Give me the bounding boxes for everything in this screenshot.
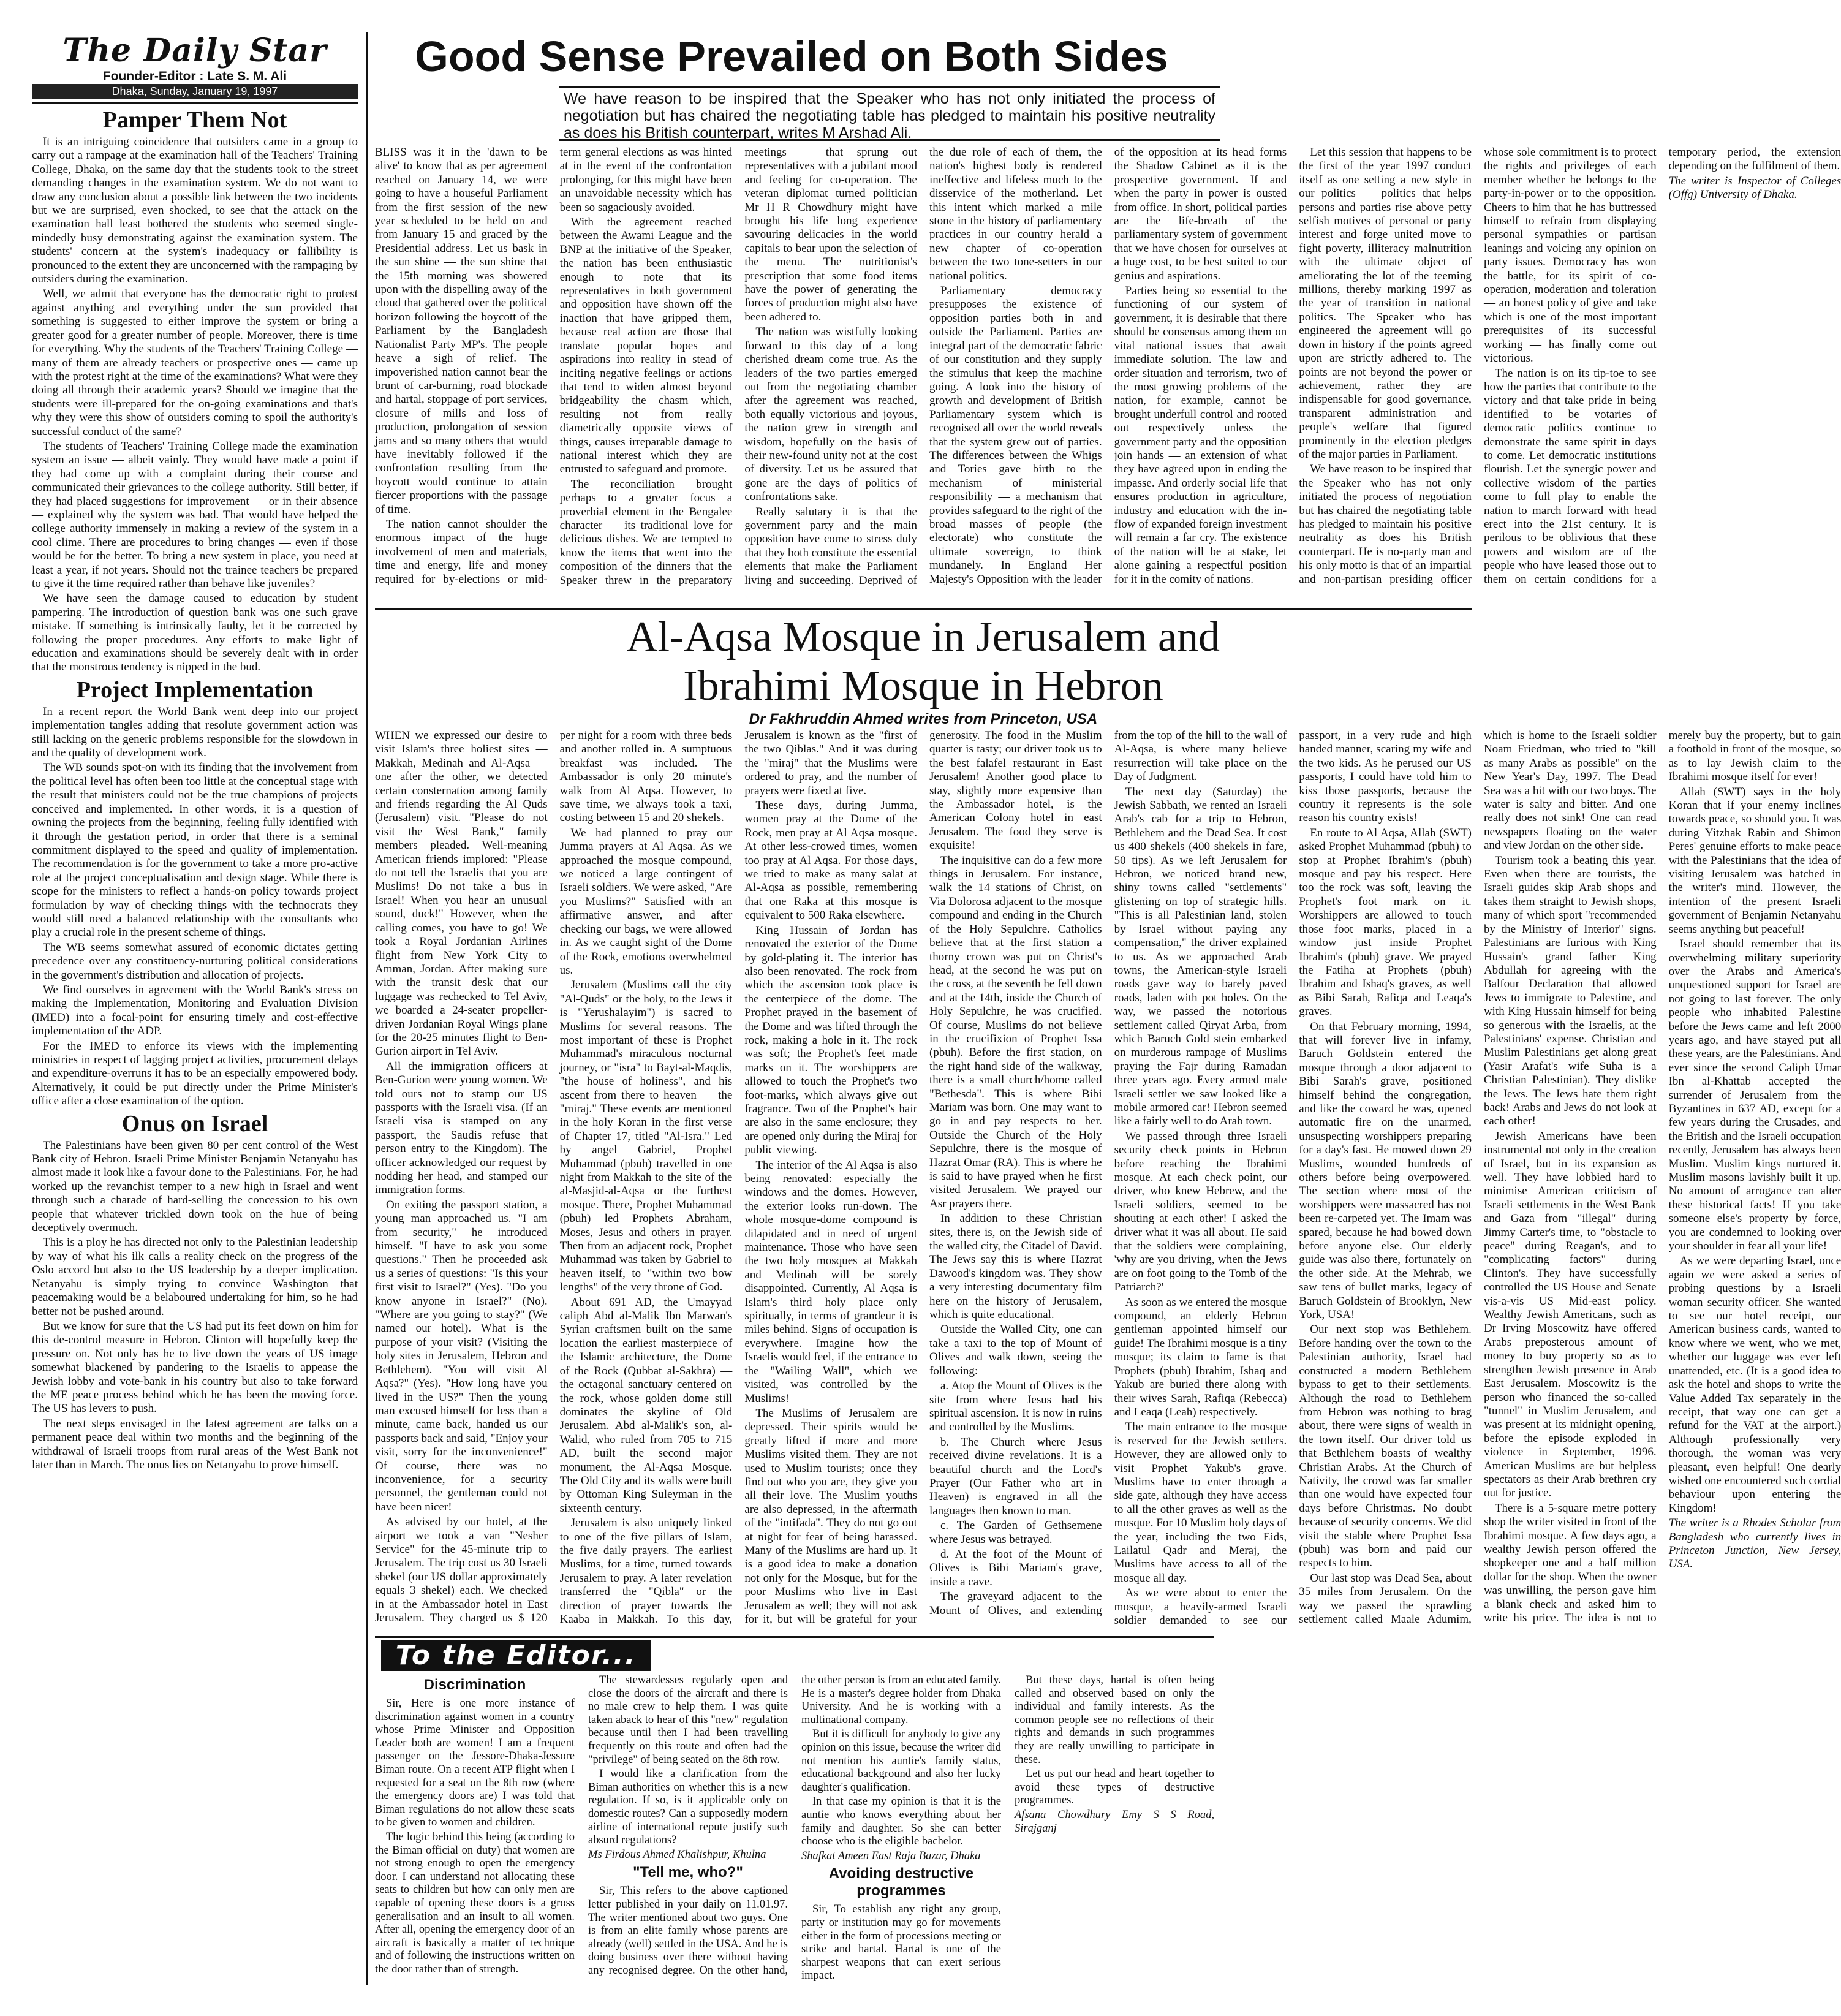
aqsa-paragraph: Tourism took a beating this year. Even when there are tourists, the Israeli guides skip Arab shops and takes them straight to Jewish shops, many of which sport "recommended by the Ministry of Interior" signs. Palestinians are furious with King Hussain's grand father King Abdullah for agreeing with the Balfour Declaration that allowed Jews to immigrate to Palestine, and with King Hussain himself for being so generous with the Israelis, at the Palestinians' expense. Christian and Muslim Palestinians get along great (Yasir Arafat's wife Suha is a Christian Palestinian). They dislike the Jews. The Jews hate them right back! Arabs and Jews do not look at each other! — [1483, 854, 1657, 1128]
aqsa-paragraph: a. Atop the Mount of Olives is the site from where Jesus had his spiritual ascension. It is now in ruins and controlled by the Muslims. — [929, 1379, 1102, 1434]
letter-paragraph: Sir, This refers to the above captioned letter published in your daily on 11.01.97. The writer mentioned about two guys. One is from an elite family whose parents are already (well) settled in the USA. And he is doing business over there without having any recognised degree. On the other hand, the other person is from an educated family. He is a master's degree holder from Dhaka University. And he is working with a multinational company. — [588, 1674, 1001, 1977]
editorial-column — [32, 32, 358, 1985]
editorial-paragraph: We find ourselves in agreement with the World Bank's stress on making the Implementation, Monitoring and Evaluation Division (IMED) into a focal-point for ensuring timely and cost-effective implementation of the ADP. — [32, 983, 358, 1038]
aqsa-paragraph: These days, during Jumma, women pray at the Dome of the Rock, men pray at Al Aqsa mosque. At other less-crowed times, women too pray at Al Aqsa. For those days, we tried to make as many salat at Al-Aqsa as possible, remembering that one Raka at this mosque is equivalent to 500 Raka elsewhere. — [744, 799, 917, 922]
editorial-paragraph: But we know for sure that the US had put its feet down on him for this de-control measure in Hebron. Clinton will hopefully keep the pressure on. Not only has he to live down the years of US image somewhat blackened by pandering to the Israelis to appease the Jewish lobby and vote-bank in his country but also to take forward the ME peace process behind which he has been the moving force. The US has levers to push. — [32, 1319, 358, 1415]
letters-section — [375, 1640, 1214, 1985]
aqsa-headline-1: Al-Aqsa Mosque in Jerusalem and — [626, 613, 1220, 661]
letter-signature: Shafkat Ameen East Raja Bazar, Dhaka — [801, 1849, 981, 1862]
aqsa-paragraph: d. At the foot of the Mount of Olives is Bibi Mariam's grave, inside a cave. — [929, 1547, 1102, 1588]
aqsa-paragraph: Jerusalem is also uniquely linked to one of the five pillars of Islam, the five daily prayers. The earliest Muslims, for a time, turned towards Jerusalem to pray. A later revelation transferred the "Qibla" or the direction of prayer towards the Kaaba in Makkah. To this day, Jerusalem is known as the "first of the two Qiblas." And it was during the "miraj" that the Muslims were ordered to pray, and the number of prayers were fixed at five. — [559, 729, 917, 1626]
speaker-paragraph: The nation cannot shoulder the enormous impact of the huge involvement of men and materials, time and energy, life and money required for by-elections or mid-term general elections as was hinted at in the event of the confrontation prolonging, for this might have been an unavoidable necessity which has been so sagaciously avoided. — [375, 146, 733, 586]
editorial-paragraph: The WB sounds spot-on with its finding that the involvement from the political level has often been too little at the conceptual stage with the result that ministers could not be the true champions of projects conceived and implemented. In other words, it is a question of owning the projects from the beginning, feeling fully identified with it through the gestation period, in order that there is a seminal commitment displayed to the speed and quality of implementation. The recommendation is for the government to take a more pro-active role at the project conceptualisation and design stage. While there is scope for the ministers to reflect a hands-on policy towards project formulation by way of checking things with the technocrats they would still need a balanced relationship with the consultants who play a crucial role in the present scheme of things. — [32, 761, 358, 939]
aqsa-paragraph: As we were departing Israel, once again we were asked a series of probing questions by a Israeli woman security officer. She wanted to see our hotel receipt, our American business cards, wanted to know where we went, who we met, whether our luggage was ever left unattended, etc. (It is a good idea to ask the hotel and shops to write the Value Added Tax separately in the receipt, that way one can get a refund for the VAT at the airport.) Although professionally very thorough, the woman was very pleasant, even helpful! One dearly wished one encountered such cordial behaviour upon entering the Kingdom! — [1668, 1254, 1841, 1515]
letter-paragraph: The logic behind this being (according to the Biman official on duty) that women are not strong enough to open the emergency door. I can understand not allocating these seats to children but how can only men are capable of opening these doors is a gross generalisation and an insult to all women. After all, opening the emergency door of an aircraft is basically a matter of technique and of following the instructions written on the door rather than of strength. — [375, 1830, 575, 1976]
column-divider — [366, 32, 368, 1985]
aqsa-paragraph: Outside the Walled City, one can take a taxi to the top of Mount of Olives and walk down, seeing the following: — [929, 1323, 1102, 1377]
aqsa-paragraph: There is a 5-square metre pottery shop the writer visited in front of the Ibrahimi mosque. A few days ago, a wealthy Jewish person offered the shopkeeper one and a half million dollar for the shop. When the owner was unwilling, the person gave him a blank check and asked him to write his price. The idea is not to merely buy the property, but to gain a foothold in front of the mosque, so as to lay Jewish claim to the Ibrahimi mosque itself for ever! — [1483, 729, 1841, 1624]
aqsa-paragraph: Our next stop was Bethlehem. Before handing over the town to the Palestinian authority, Israel had constructed a modern Bethlehem bypass to get to their settlements. Although the road to Bethlehem from Hebron was nothing to brag about, there were signs of wealth in the town itself. Our driver told us that Bethlehem boasts of wealthy Christian Arabs. At the Church of Nativity, the crowd was far smaller than one would have expected four days before Christmas. No doubt because of security concerns. We did visit the stable where Prophet Issa (pbuh) was born and paid our respects to him. — [1299, 1323, 1472, 1570]
aqsa-paragraph: All the immigration officers at Ben-Gurion were young women. We told ours not to stamp our US passports with the Israeli visa. (If an Israeli visa is stamped on any passport, the Saudis refuse that person entry to the Kingdom). The officer acknowledged our request by nodding her head, and stamped our immigration forms. — [375, 1059, 548, 1197]
aqsa-heading-block — [375, 613, 1472, 726]
speaker-paragraph: The nation was wistfully looking forward to this day of a long cherished dream come true. As the leaders of the two parties emerged out from the negotiating chamber after the agreement was reached, both equally victorious and joyous, the nation grew in strength and wisdom, hopefully on the basis of their new-found unity not at the cost of diversity. Let us be assured that gone are the days of politics of confrontations sake. — [744, 325, 917, 504]
section-divider-2 — [375, 1636, 1214, 1638]
editorial-paragraph: The students of Teachers' Training College made the examination system an issue — albeit vainly. They would have made a point if they had come up with a complaint during their course and communicated their grievances to the college authority. Still better, if they had placed suggestions for improvement — or in their absence — explained why the system was bad. That would have helped the college authority immensely in making a review of the system in a cool clime. There are procedures to bring changes — even if those would be for the better. To bring a new system in place, you need at least a year, if not years. Should not the trainee teachers be prepared to give it the time required rather than behave like juveniles? — [32, 439, 358, 590]
aqsa-paragraph: In addition to these Christian sites, there is, on the Jewish side of the walled city, the Citadel of David. The Jews say this is where Hazrat Dawood's kingdom was. They show a very interesting documentary film here on the history of Jerusalem, which is quite educational. — [929, 1212, 1102, 1322]
editorial-paragraph: For the IMED to enforce its views with the implementing ministries in respect of lagging project activities, procurement delays and expenditure-overruns it has to be an especially empowered body. Alternatively, it could be put directly under the Prime Minister's office after a close examination of the option. — [32, 1039, 358, 1108]
editorials-container — [32, 107, 358, 1472]
aqsa-paragraph: King Hussain of Jordan has renovated the exterior of the Dome by gold-plating it. The interior has also been renovated. The rock from which the ascension took place is the centerpiece of the dome. The Prophet prayed in the basement of the Dome and was lifted through the rock, making a hole in it. The rock was soft; the Prophet's feet made marks on it. The worshippers are allowed to touch the Prophet's two foot-marks, which always give out fragrance. Two of the Prophet's hair are also in the same enclosure; they are opened only during the Miraj for public viewing. — [744, 923, 917, 1157]
letter-paragraph: Sir, To establish any right any group, party or institution may go for movements either in the form of processions meeting or strike and hartal. Hartal is one of the sharpest weapons that can exert serious impact. — [801, 1903, 1001, 1982]
speaker-paragraph: Parties being so essential to the functioning of our system of government, it is desirable that there should be consensus among them on vital national issues that await immediate solution. The law and order situation and terrorism, two of the most growing problems of the nation, for example, cannot be brought underfull control and rooted out respectively unless the government party and the opposition join hands — an extension of what they have agreed upon in ending the impasse. And orderly social life that ensures production in agriculture, industry and education with the in-flow of expanded foreign investment will remain a far cry. The existence of the nation will be at stake, let alone gaining a respectful position for it in the comity of nations. — [1114, 284, 1287, 586]
aqsa-paragraph: Jerusalem (Muslims call the city "Al-Quds" or the holy, to the Jews it is "Yerushalayim") is sacred to Muslims for several reasons. The most important of these is Prophet Muhammad's miraculous nocturnal journey, or "isra" to Bayt-al-Maqdis, "the house of holiness", and his ascent from there to heaven — the "miraj." These events are mentioned in the holy Koran in the first verse of Chapter 17, titled "Al-Isra." Led by angel Gabriel, Prophet Muhammad (pbuh) travelled in one night from Makkah to the site of the al-Masjid-al-Aqsa or the furthest mosque. There, Prophet Muhammad (pbuh) led Prophets Abraham, Moses, Jesus and others in prayer. Then from an adjacent rock, Prophet Muhammad was taken by Gabriel to heaven itself, to "within two bow lengths" of the very throne of God. — [559, 979, 733, 1294]
aqsa-paragraph: The main entrance to the mosque is reserved for the Jewish settlers. However, they are allowed only to visit Prophet Yakub's grave. Muslims have to enter through a side gate, although they have access to all the other graves as well as the mosque. For 10 Muslim holy days of the year, including the two Eids, Lailatul Qadr and Meraj, the Muslims have access to all of the mosque all day. — [1114, 1420, 1287, 1585]
letter-title: Discrimination — [423, 1677, 526, 1693]
editorial-paragraph: Well, we admit that everyone has the democratic right to protest against anything and everything under the sun provided that something is suggested to either improve the system or bring a greater good for a greater number of people. Moreover, there is time for everything. Why the students of the Teachers' Training College — many of them are already teachers or prospective ones — came up with the protest right at the time of the examinations? What were they doing all through their academic years? Should we imagine that the students were ill-prepared for the on-going examinations and that's why they were this show of outsiders coming to spoil the authority's successful conduct of the same? — [32, 287, 358, 438]
letters-body — [375, 1674, 1214, 1984]
letter-paragraph: But it is difficult for anybody to give any opinion on this issue, because the writer did not mention his auntie's family status, educational background and also her lucky daughter's qualification. — [801, 1728, 1001, 1794]
speaker-paragraph: With the agreement reached between the Awami League and the BNP at the initiative of the Speaker, the nation has been enthusiastic enough to note that its representatives in both government and opposition have shown off the inaction that have gripped them, because real action are those that translate popular hopes and aspirations into reality in stead of inciting negative feelings or actions that tend to widen almost beyond bridgeability the chasm which, resulting not from really diametrically opposite views of things, causes irreparable damage to national interest which they are entrusted to safeguard and promote. — [559, 216, 733, 476]
letter-paragraph: In that case my opinion is that it is the auntie who knows everything about her family and daughter. So she can better choose who is the eligible bachelor. — [801, 1795, 1001, 1848]
editorial-paragraph: This is a ploy he has directed not only to the Palestinian leadership by way of what his ilk calls a reality check on the progress of the Oslo accord but also to the US leadership by a deeper implication. Netanyahu is simply trying to convince Washington that peacemaking would be a belaboured undertaking for him, so he had better not be pushed around. — [32, 1236, 358, 1318]
aqsa-paragraph: As we were about to enter the mosque, a heavily-armed Israeli soldier demanded to see our passport, in a very rude and high handed manner, scaring my wife and the two kids. As he perused our US passports, I could have told him to kiss those passports, because the country it represents is the sole reason his country exists! — [1114, 729, 1472, 1627]
editorial-paragraph: The WB seems somewhat assured of economic dictates getting precedence over any constituency-nurturing political considerations in the government's distribution and allocation of projects. — [32, 941, 358, 982]
editorial-paragraph: The next steps envisaged in the latest agreement are talks on a permanent peace deal within two months and the beginning of the withdrawal of Israeli troops from rural areas of the West Bank not later than in March. The onus lies on Netanyahu to prove himself. — [32, 1417, 358, 1471]
letter-signature: Ms Firdous Ahmed Khalishpur, Khulna — [588, 1848, 766, 1861]
aqsa-body — [375, 729, 1841, 1630]
aqsa-paragraph: The interior of the Al Aqsa is also being renovated: especially the windows and the domes. However, the exterior looks run-down. The whole mosque-dome compound is dilapidated and in need of urgent maintenance. Those who have seen the two holy mosques at Makkah and Medinah will be sorely disappointed. Currently, Al Aqsa is Islam's third holy place only spiritually, in terms of grandeur it is miles behind. Signs of occupation is everywhere. Imagine how the Israelis would feel, if the entrance to the "Wailing Wall", which we visited, was controlled by the Muslims! — [744, 1158, 917, 1405]
speaker-article — [375, 32, 1841, 602]
aqsa-paragraph: About 691 AD, the Umayyad caliph Abd al-Malik Ibn Marwan's Syrian craftsmen built on the same location the earliest masterpiece of the Islamic architecture, the Dome of the Rock (Qubbat al-Sakhra) — the octagonal sanctuary centered on the rock, whose golden dome still dominates the skyline of Old Jerusalem. Abd al-Malik's son, al-Walid, who ruled from 705 to 715 AD, built the second major monument, the Al-Aqsa Mosque. The Old City and its walls were built by Ottoman King Suleyman in the sixteenth century. — [559, 1295, 733, 1515]
aqsa-headline-2: Ibrahimi Mosque in Hebron — [683, 662, 1163, 710]
speaker-paragraph: The reconciliation brought perhaps to a greater focus a proverbial element in the Bengalee character — its traditional love for delicious dishes. We are tempted to know the items that went into the composition of the dinners that the Speaker threw in the preparatory meetings — that sprung out representatives with a jubilant mood and feeling for co-operation. The veteran diplomat turned politician Mr H R Chowdhury might have brought his life long experience savouring delicacies in the world capitals to bear upon the selection of the menu. The nutritionist's prescription that some food items have the power of generating the forces of production might also have been adhered to. — [559, 146, 917, 587]
speaker-paragraph: Really salutary it is that the government party and the main opposition have come to stress duly that they both constitute the essential elements that make the Parliament living and succeeding. Deprived of the due role of each of them, the nation's highest body is rendered ineffective and lifeless much to the disservice of the motherland. Let this intent which marked a mile stone in the history of parliamentary practices in our country herald a new chapter of co-operation between the two tone-setters in our national politics. — [744, 146, 1102, 587]
speaker-headline: Good Sense Prevailed on Both Sides — [415, 32, 1168, 80]
letter-paragraph: Sir, Here is one more instance of discrimination against women in a country whose Prime Minister and Opposition Leader both are women! I am a frequent passenger on the Jessore-Dhaka-Jessore Biman route. On a recent ATP flight when I requested for a seat on the 8th row (where the emergency doors are) I was told that Biman regulations do not allow these seats to be given to women and children. — [375, 1697, 575, 1829]
aqsa-paragraph: The next day (Saturday) the Jewish Sabbath, we rented an Israeli Arab's cab for a trip to Hebron, Bethlehem and the Dead Sea. It cost us 400 shekels (400 shekels in fare, 50 tips). As we left Jerusalem for Hebron, we noticed brand new, shiny towns called "settlements" glistening on top of strategic hills. "This is all Palestinian land, stolen by Israel without paying any compensation," the driver explained to us. As we approached Arab towns, the American-style Israeli roads gave way to barely paved roads, laden with pot holes. On the way, we passed the notorious settlement called Qiryat Arba, from which Baruch Gold stein embarked on murderous rampage of Muslims praying the Fajr during Ramadan three years ago. Every armed male Israeli settler we saw looked like a mobile armored car! Hebron seemed like a fairly well to do Arab town. — [1114, 785, 1287, 1128]
aqsa-paragraph: The inquisitive can do a few more things in Jerusalem. For instance, walk the 14 stations of Christ, on Via Dolorosa adjacent to the mosque compound and ending in the Church of the Holy Sepulchre. Catholics believe that at the first station a thorny crown was put on Christ's head, at the second he was put on the cross, at the seventh he fell down and at the 14th, inside the Church of Holy Sepulchre, he was crucified. Of course, Muslims do not believe in the crucifixion of Prophet Issa (pbuh). Before the first station, on the right hand side of the walkway, there is a small church/home called "Bethesda". This is where Bibi Mariam was born. One may want to go in and pay respects to her. Outside the Church of the Holy Sepulchre, there is the mosque of Hazrat Omar (RA). This is where he is said to have prayed when he first visited Jerusalem. We prayed our Asr prayers there. — [929, 854, 1102, 1210]
aqsa-paragraph: c. The Garden of Gethsemene where Jesus was betrayed. — [929, 1519, 1102, 1546]
letter-title: Avoiding destructive programmes — [828, 1865, 974, 1900]
aqsa-paragraph: As advised by our hotel, at the airport we took a van "Nesher Service" for the 45-minute trip to Jerusalem. The trip cost us 30 Israeli shekel (our US dollar approximately equals 3 shekel) each. We checked in at the Ambassador hotel in East Jerusalem. They charged us $ 120 per night for a room with three beds and another rolled in. A sumptuous breakfast was included. The Ambassador is only 20 minute's walk from Al Aqsa. However, to save time, we always took a taxi, costing between 15 and 20 shekels. — [375, 729, 733, 1624]
editorial-paragraph: We have seen the damage caused to education by student pampering. The introduction of question bank was one such grave mistake. If something is intrinsically faulty, let it be corrected by following the proper procedures. Any efforts to make light of education and examinations should be severely dealt with in order that the monstrous tendency is nipped in the bud. — [32, 592, 358, 674]
aqsa-paragraph: Israel should remember that its overwhelming military superiority over the Arabs and America's unquestioned support for Israel are not going to last forever. The only people who inhabited Palestine before the Jews came and left 2000 years ago, and have stayed put all these years, are the Palestinians. And ever since the second Caliph Umar Ibn al-Khattab accepted the surrender of Jerusalem from the Byzantines in 637 AD, except for a few years during the Crusades, and the British and the Israeli occupation recently, Jerusalem has always been Muslim. Muslim kings nurtured it. Muslim masons lavishly built it up. No amount of arrogance can alter these historical facts! If you take someone else's property by force, you are condemned to looking over your shoulder in fear all your life! — [1668, 938, 1841, 1253]
aqsa-paragraph: The graveyard adjacent to the Mount of Olives, and extending from the top of the hill to the wall of Al-Aqsa, is where many believe resurrection will take place on the Day of Judgment. — [929, 729, 1287, 1617]
dateline: Dhaka, Sunday, January 19, 1997 — [32, 84, 358, 99]
aqsa-paragraph: We had planned to pray our Jumma prayers at Al Aqsa. As we approached the mosque compound, we noticed a large contingent of Israeli soldiers. We were asked, "Are you Muslims?" Satisfied with an affirmative answer, and after checking our bags, we were allowed in. As we caught sight of the Dome of the Rock, emotions overwhelmed us. — [559, 826, 733, 977]
aqsa-paragraph: Our last stop was Dead Sea, about 35 miles from Jerusalem. On the way we passed the sprawling settlement called Maale Adumim, which is home to the Israeli soldier Noam Friedman, who tried to "kill as many Arabs as possible" on the New Year's Day, 1997. The Dead Sea was a hit with our two boys. The water is salty and bitter. And one really does not sink! One can read newspapers floating on the water and view Jordan on the other side. — [1299, 729, 1657, 1626]
aqsa-paragraph: Allah (SWT) says in the holy Koran that if your enemy inclines towards peace, so should you. It was during Yitzhak Rabin and Shimon Peres' genuine efforts to make peace with the Palestinians that the idea of visiting Jerusalem was hatched in the writer's mind. However, the intention of the present Israeli government of Benjamin Netanyahu seems anything but peaceful! — [1668, 785, 1841, 936]
editorial-paragraph: It is an intriguing coincidence that outsiders came in a group to carry out a rampage at the examination hall of the Teachers' Training College, Dhaka, on the same day that the students took to the street demanding changes in the examination system. We do not want to draw any conclusion about a possible link between the two incidents but we are surprised, even shocked, to see that the attack on the examination hall least bothered the students who seemed single-mindedly busy demonstrating against the examination system. The students' concern at the system's inadequacy or fallibility is pronounced to the extent they are unconcerned with the rampaging by outsiders during the examination. — [32, 135, 358, 286]
aqsa-paragraph: We passed through three Israeli security check points in Hebron before reaching the Ibrahimi mosque. At each check point, our driver, who knew Hebrew, and the Israeli soldiers, seemed to be shouting at each other! I asked the driver what it was all about. He said that the soldiers were complaining, 'why are you driving, when the Jews are on foot going to the Tomb of the Patriarch?' — [1114, 1129, 1287, 1294]
speaker-paragraph: The nation is on its tip-toe to see how the parties that contribute to the victory and that take pride in being identified to be votaries of democratic politics continue to demonstrate the same spirit in days to come. Let democratic institutions flourish. Let the synergic power and collective wisdom of the parties come to full play to enable the nation to march forward with head erect into the 21st century. It is perilous to be oblivious that these powers and wisdom are of the people who have leased those out to them on certain conditions for a temporary period, the extension depending on the fulfilment of them. — [1483, 146, 1841, 586]
aqsa-signature: The writer is a Rhodes Scholar from Bangladesh who currently lives in Princeton Junction, New Jersey, USA. — [1668, 1517, 1841, 1571]
editorial-paragraph: In a recent report the World Bank went deep into our project implementation tangles adding that resolute government action was still lacking on the generic problems responsible for the slowdown in and the quality of development work. — [32, 705, 358, 760]
masthead — [32, 32, 358, 104]
letter-signature: Afsana Chowdhury Emy S S Road, Sirajganj — [1015, 1808, 1214, 1835]
letters-banner: To the Editor... — [381, 1640, 651, 1671]
aqsa-byline: Dr Fakhruddin Ahmed writes from Princeton, USA — [749, 711, 1098, 727]
aqsa-paragraph: WHEN we expressed our desire to visit Islam's three holiest sites — Makkah, Medinah and Al-Aqsa — one after the other, we detected certain consternation among family and friends regarding the Al Quds (Jerusalem) visit. "Please do not visit the West Bank," family members pleaded. Well-meaning American friends implored: "Please do not tell the Israelis that you are Muslims! Do not take a bus in Israel! When you hear an unusual sound, duck!" However, when the calling comes, you have to go! We took a Royal Jordanian Airlines flight from New York City to Amman, Jordan. After making sure with the transit desk that our luggage was rechecked to Tel Aviv, we boarded a 24-seater propeller-driven Jordanian Royal Wings plane for the 20-25 minutes flight to Ben-Gurion airport in Tel Aviv. — [375, 729, 548, 1058]
editorial-title: Pamper Them Not — [102, 107, 287, 133]
aqsa-article — [375, 613, 1841, 1633]
masthead-title: The Daily Star — [62, 32, 327, 69]
aqsa-paragraph: On exiting the passport station, a young man approached us. "I am from security," he introduced himself. "I have to ask you some questions." Then he proceeded ask us a series of questions: "Is this your first visit to Israel?" (Yes). "Do you know anyone in Israel?" (No). "Where are you going to stay?" (We named our hotel). What is the purpose of your visit? (Visiting the holy sites in Jerusalem, Hebron and Bethlehem). "You will visit Al Aqsa?" (Yes). "How long have you lived in the US?" Then the young man excused himself for less than a minute, came back, handed us our passports back and said, "Enjoy your visit, sorry for the inconvenience!" Of course, there was no inconvenience, for a security personnel, the gentleman could not have been nicer! — [375, 1198, 548, 1514]
editorial-title: Onus on Israel — [121, 1110, 268, 1137]
speaker-paragraph: Parliamentary democracy presupposes the existence of opposition parties both in and outside the Parliament. Parties are integral part of the democratic fabric of our constitution and they supply the stimulus that keep the machine going. A look into the history of growth and development of British Parliamentary system which is recognised all over the world reveals that the system grew out of parties. The differences between the Whigs and Tories gave birth to the mechanism of ministerial responsibility — a mechanism that provides safeguard to the right of the broad masses of people (the electorate) who constitute the ultimate sovereign, to think mundanely. In England Her Majesty's Opposition with the leader of the opposition at its head forms the Shadow Cabinet as it is the prospective government. If and when the party in power is ousted from office. In short, political parties are the life-breath of the parliamentary system of government that we have chosen for ourselves at a huge cost, to be best suited to our genius and aspirations. — [929, 146, 1287, 586]
aqsa-paragraph: As soon as we entered the mosque compound, an elderly Hebron gentleman appointed himself our guide! The Ibrahimi mosque is a tiny mosque; its claim to fame is that Prophets (pbuh) Ibrahim, Ishaq and Yakub are buried there along with their wives Sarah, Rafiqa (Rebecca) and Leaqa (Leah) respectively. — [1114, 1295, 1287, 1419]
editorial-paragraph: The Palestinians have been given 80 per cent control of the West Bank city of Hebron. Israeli Prime Minister Benjamin Netanyahu has almost made it look like a favour done to the Palestinians. For, he had worked up the revanchist temper to a new high in Israel and went through such a charade of hard-selling the concession to his own people that whatever trickled down took on the hue of being deceptively overmuch. — [32, 1139, 358, 1235]
founder-line: Founder-Editor : Late S. M. Ali — [102, 69, 287, 83]
speaker-deck: We have reason to be inspired that the Speaker who has not only initiated the process of negotiation but has chaired the negotiating table has pledged to maintain his positive neutrality as does his British counterpart, writes M Arshad Ali. — [559, 86, 1220, 141]
aqsa-paragraph: The Muslims of Jerusalem are depressed. Their spirits would be greatly lifted if more and more Muslims visited them. They are not used to Muslim tourists; once they find out who you are, they give you all their love. The Muslim youths are also depressed, in the aftermath of the "intifada". They do not go out at night for fear of being harassed. Many of the Muslims are hard up. It is a good idea to make a donation not only for the Mosque, but for the poor Muslims who live in East Jerusalem as well; they will not ask for it, but will be grateful for your generosity. The food in the Muslim quarter is tasty; our driver took us to the best falafel restaurant in East Jerusalem! Another good place to stay, slightly more expensive than the Ambassador hotel, is the American Colony hotel in east Jerusalem. The food they serve is exquisite! — [744, 729, 1102, 1626]
section-divider — [375, 608, 1472, 610]
editorial-title: Project Implementation — [76, 676, 314, 703]
aqsa-paragraph: b. The Church where Jesus received divine revelations. It is a beautiful church and the Lord's Prayer (Our Father who art in Heaven) is engraved in all the languages then known to man. — [929, 1435, 1102, 1517]
speaker-signature: The writer is Inspector of Colleges (Offg) University of Dhaka. — [1668, 174, 1841, 202]
letter-paragraph: Let us put our head and heart together to avoid these types of destructive programmes. — [1015, 1768, 1214, 1807]
aqsa-paragraph: Jewish Americans have been instrumental not only in the creation of Israel, but in its expansion as well. They have lobbied hard to minimise American criticism of Israeli settlements in the West Bank and Gaza from "illegal" during Jimmy Carter's time, to "obstacle to peace" during Reagan's, and to "complicating factors" during Clinton's. They have successfully controlled the US House and Senate vis-a-vis US Mid-east policy. Wealthy Jewish Americans, such as Dr Irving Moscowitz have offered Arabs preposterous amount of money to buy property so as to strengthen Jewish presence in Arab East Jerusalem. Moscowitz is the person who financed the so-called "tunnel" in Muslim Jerusalem, and was present at its midnight opening, before the episode exploded in violence in September, 1996. American Muslims are but helpless spectators as their Arab brethren cry out for justice. — [1483, 1129, 1657, 1500]
aqsa-paragraph: On that February morning, 1994, that will forever live in infamy, Baruch Goldstein entered the mosque through a door adjacent to Bibi Sarah's grave, positioned himself behind the congregation, and like the coward he was, opened automatic fire on the unarmed, unsuspecting worshippers preparing for a day's fast. He mowed down 29 Muslims, wounded hundreds of others before being overpowered. The section where most of the worshippers were massacred has not been re-carpeted yet. The Imam was spared, because he had bowed down before anyone else. Our elderly guide was also there, fortunately on the other side. At the Mehrab, we saw tens of bullet marks, legacy of Baruch Goldstein of Brooklyn, New York, USA! — [1299, 1020, 1472, 1322]
aqsa-paragraph: En route to Al Aqsa, Allah (SWT) asked Prophet Muhammad (pbuh) to stop at Prophet Ibrahim's (pbuh) mosque and pay his respect. Here too the rock was soft, leaving the Prophet's foot mark on it. Worshippers are allowed to touch those foot marks, placed in a window just inside Prophet Ibrahim's (pbuh) grave. We prayed the Fatiha at Prophets (pbuh) Ibrahim and Ishaq's graves, as well as Bibi Sarah, Rafiqa and Leaqa's graves. — [1299, 826, 1472, 1018]
letter-paragraph: But these days, hartal is often being called and observed based on only the individual and family interests. As the common people see no reflections of their rights and demands in such programmes they are really unwilling to participate in these. — [1015, 1674, 1214, 1766]
speaker-paragraph: Let this session that happens to be the first of the year 1997 conduct itself as one setting a new style in our politics — politics that helps persons and parties rise above petty selfish motives of personal or party interest and forge united move to fight poverty, illiteracy malnutrition with the ultimate object of ameliorating the lot of the teeming millions, thereby marking 1997 as the year of transition in national politics. The Speaker who has engineered the agreement will go down in history if the points agreed upon are strictly adhered to. The points are not beyond the power or achievement, rather they are indispensable for good governance, transparent administration and people's welfare that figured prominently in the election pledges of the major parties in Parliament. — [1299, 146, 1472, 461]
letter-paragraph: I would like a clarification from the Biman authorities on whether this is a new regulation. If so, is it applicable only on domestic routes? Can a supposedly modern airline of international repute justify such absurd regulations? — [588, 1768, 788, 1847]
speaker-paragraph: BLISS was it in the 'dawn to be alive' to know that as per agreement reached on January 14, we were going to have a houseful Parliament from the first session of the new year scheduled to be held on and from January 15 and graced by the Presidential address. Let us bask in the sun shine — the sun shine that the 15th morning was showered upon with the dispelling away of the cloud that gathered over the political horizon following the boycott of the Parliament by the Bangladesh Nationalist Party MP's. The people heave a sigh of relief. The impoverished nation cannot bear the brunt of car-burning, road blockade and hartal, stoppage of port services, closure of mills and loss of production, prolongation of session jams and so many others that would have inevitably followed if the confrontation resulting from the boycott would continue to attain fiercer proportions with the passage of time. — [375, 146, 548, 516]
letter-title: "Tell me, who?" — [633, 1864, 743, 1881]
speaker-body — [375, 146, 1841, 599]
letter-paragraph: The stewardesses regularly open and close the doors of the aircraft and there is no male crew to help them. I was quite taken aback to hear of this "new" regulation because until then I had been travelling frequently on this route and often had the "privilege" of being seated on the 8th row. — [588, 1674, 788, 1766]
speaker-paragraph: We have reason to be inspired that the Speaker who has not only initiated the process of negotiation but has chaired the negotiating table has pledged to maintain his positive neutrality as does his British counterpart. He is no-party man and his only motto is that of an impartial and non-partisan presiding officer whose sole commitment is to protect the rights and privileges of each member whether he belongs to the party-in-power or to the opposition. Cheers to him that he has buttressed himself to refrain from displaying personal sympathies or partisan leanings and voicing any opinion on party issues. Democracy has won the battle, for its spirit of co-operation, moderation and toleration — an honest policy of give and take which is one of the most important prerequisites of its successful working — has finally come out victorious. — [1299, 146, 1657, 586]
